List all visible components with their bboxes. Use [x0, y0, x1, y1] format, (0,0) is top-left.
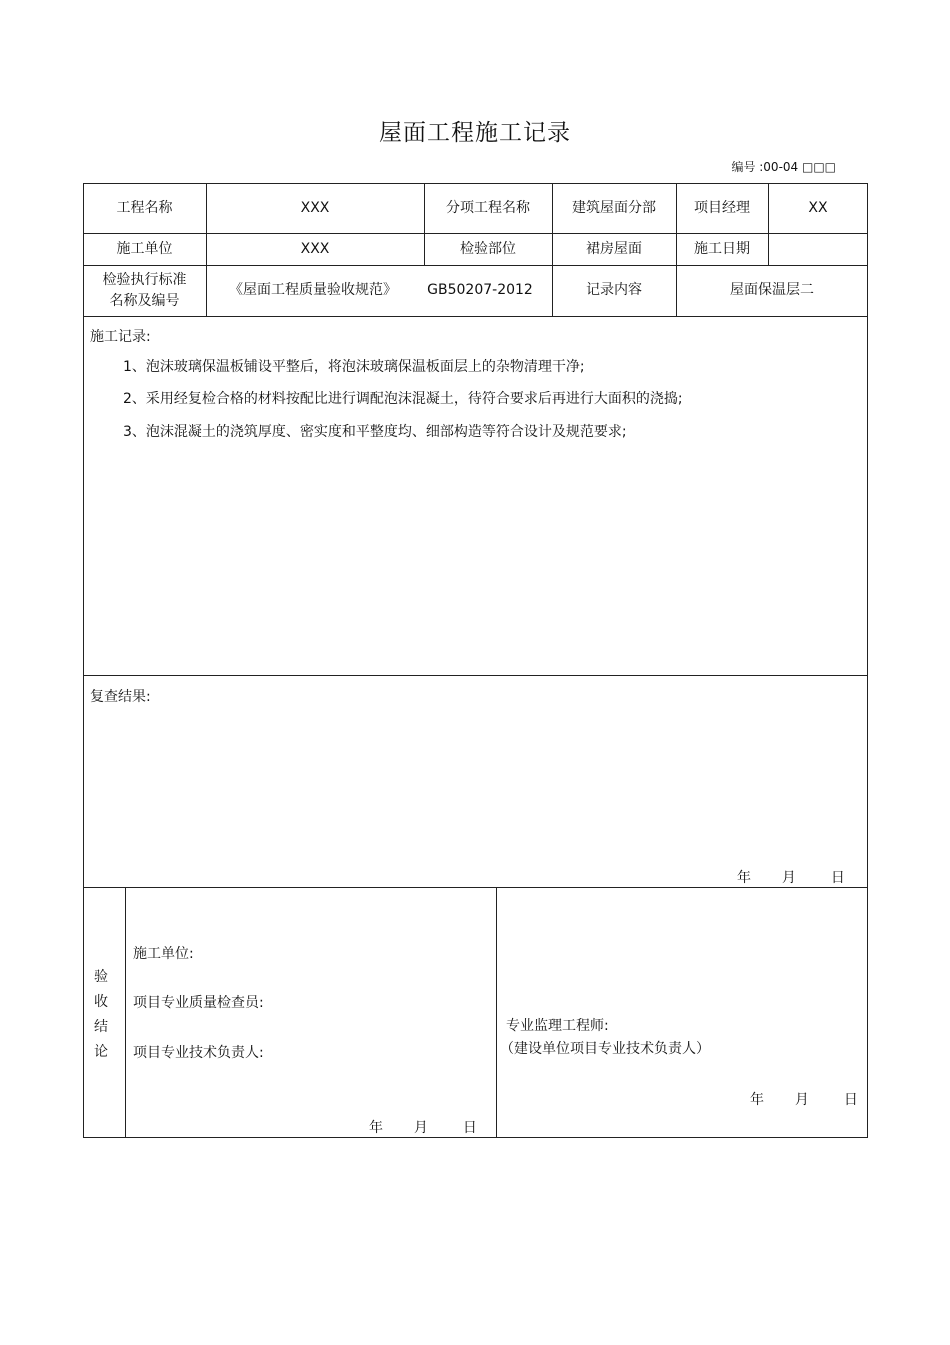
manager-value: XX — [808, 199, 828, 216]
review-day: 日 — [830, 870, 845, 886]
acceptance-construction-unit: 施工单位: — [133, 946, 194, 962]
page-title: 屋面工程施工记录 — [379, 120, 571, 146]
manager-label: 项目经理 — [694, 199, 750, 216]
column-divider — [496, 887, 497, 1138]
left-day: 日 — [462, 1120, 477, 1136]
sub-project-label: 分项工程名称 — [446, 199, 530, 216]
standard-label — [83, 265, 206, 316]
project-name-label: 工程名称 — [116, 199, 173, 216]
review-heading: 复查结果: — [90, 689, 151, 705]
sub-project-value: 建筑屋面分部 — [572, 199, 656, 216]
construction-record-item: 2、采用经复检合格的材料按配比进行调配泡沫混凝土，待符合要求后再进行大面积的浇捣; — [123, 391, 683, 407]
right-month: 月 — [794, 1092, 809, 1108]
row-divider — [83, 675, 868, 676]
row-divider — [83, 316, 868, 317]
review-year: 年 — [737, 870, 751, 886]
acceptance-supervisor-note: （建设单位项目专业技术负责人） — [500, 1041, 710, 1057]
acceptance-supervisor: 专业监理工程师: — [506, 1018, 609, 1034]
column-divider — [125, 887, 126, 1138]
acceptance-quality-inspector: 项目专业质量检查员: — [133, 995, 264, 1011]
standard-label-line2: 名称及编号 — [109, 292, 180, 309]
acceptance-side-label — [94, 965, 110, 1065]
construction-unit-label: 施工单位 — [116, 240, 173, 257]
record-content-value: 屋面保温层二 — [730, 282, 814, 298]
inspection-part-label: 检验部位 — [460, 240, 516, 257]
standard-label-line1: 检验执行标准 — [102, 271, 187, 288]
acceptance-technical-lead: 项目专业技术负责人: — [133, 1045, 264, 1061]
acceptance-right-date — [750, 1089, 858, 1109]
project-name-value: XXX — [300, 199, 330, 216]
construction-date-value — [768, 233, 868, 265]
row-divider — [83, 887, 868, 888]
right-year: 年 — [750, 1092, 764, 1108]
acceptance-left-date — [369, 1117, 477, 1137]
side-label-char: 论 — [94, 1044, 108, 1060]
side-label-char: 收 — [94, 994, 108, 1010]
left-month: 月 — [413, 1120, 428, 1136]
construction-record-heading: 施工记录: — [90, 329, 151, 345]
inspection-part-value: 裙房屋面 — [586, 240, 642, 257]
record-content-label: 记录内容 — [586, 282, 642, 298]
review-month: 月 — [781, 870, 796, 886]
side-label-char: 验 — [94, 969, 108, 985]
side-label-char: 结 — [94, 1019, 108, 1035]
right-day: 日 — [843, 1092, 858, 1108]
standard-code: GB50207-2012 — [427, 282, 533, 298]
standard-name: 《屋面工程质量验收规范》 — [229, 282, 397, 298]
document-number: 编号 :00-04 □□□ — [731, 160, 836, 174]
construction-record-item: 1、泡沫玻璃保温板铺设平整后，将泡沫玻璃保温板面层上的杂物清理干净; — [123, 359, 585, 375]
construction-unit-value: XXX — [300, 240, 330, 257]
left-year: 年 — [369, 1120, 383, 1136]
construction-record-item: 3、泡沫混凝土的浇筑厚度、密实度和平整度均、细部构造等符合设计及规范要求; — [123, 424, 627, 440]
review-date — [737, 867, 845, 887]
construction-date-label: 施工日期 — [694, 240, 750, 257]
